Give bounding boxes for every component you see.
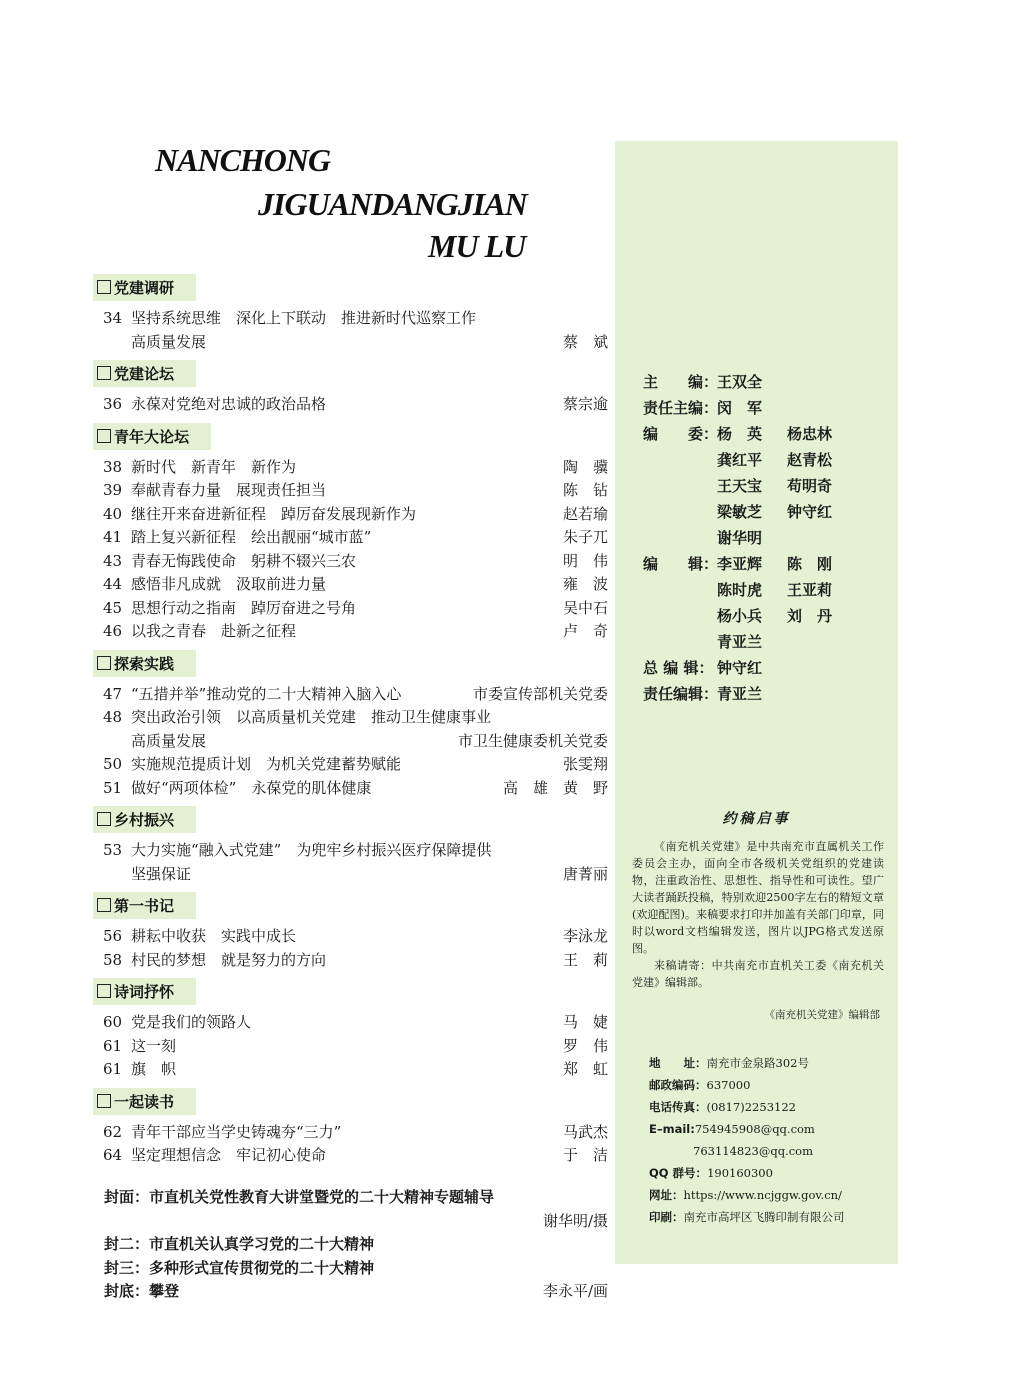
page-number: 53 [103,841,123,859]
toc-entry[interactable] [93,1121,608,1145]
staff-role: 责任编辑： [643,685,719,703]
staff-row [643,655,867,681]
section-heading-label: 青年大论坛 [114,427,190,446]
toc-entry[interactable] [93,479,608,503]
toc-entry[interactable] [93,949,608,973]
toc-entry[interactable] [93,393,608,417]
cover-row [104,1233,608,1257]
contact-zip: 邮政编码：637000 [649,1078,751,1092]
article-title-continued: 高质量发展 [131,731,207,750]
staff-name: 龚红平 [717,451,763,469]
page-number: 61 [103,1036,123,1055]
page-number: 40 [103,504,123,523]
article-title: 坚定理想信念 牢记初心使命 [131,1146,327,1164]
section-heading-label: 第一书记 [114,897,175,915]
article-title: 突出政治引领 以高质量机关党建 推动卫生健康事业 [131,708,492,726]
staff-name: 苟明奇 [787,477,833,495]
page-number: 46 [103,622,123,640]
staff-name: 杨 英 [717,425,763,443]
checkbox-square-icon [97,429,111,443]
section-heading [93,892,196,919]
page-number: 43 [103,551,123,570]
toc-entry[interactable] [93,1035,608,1059]
staff-role: 编 辑： [643,555,719,573]
article-author: 于 洁 [562,1146,608,1164]
staff-name: 闵 军 [717,399,763,417]
contact-email[interactable]: E–mail:754945908@qq.com [649,1122,815,1136]
toc-section [93,1088,608,1168]
article-author: 朱子兀 [562,528,608,546]
staff-name: 杨小兵 [717,607,763,625]
article-title: 新时代 新青年 新作为 [131,457,297,476]
contact-website[interactable]: 网址：https://www.ncjggw.gov.cn/ [649,1188,842,1202]
article-title: 青年干部应当学史铸魂夯“三力” [131,1122,342,1141]
toc-entry[interactable] [93,503,608,527]
cover-credits [104,1186,608,1304]
staff-name: 王天宝 [717,477,763,495]
toc-entry[interactable] [93,307,608,354]
staff-row [643,369,867,395]
staff-name: 钟守红 [717,659,763,677]
staff-name: 青亚兰 [717,633,763,651]
article-author: 陈 钻 [562,481,608,499]
section-heading-label: 探索实践 [114,654,175,673]
notice-paragraph: 《南充机关党建》是中共南充市直属机关工作委员会主办，面向全市各级机关党组织的党建读物，注重政治性、思想性、指导性和可读性。望广大读者踊跃投稿，特别欢迎2500字左右的精短文章(欢迎配图)。来稿要求打印并加盖有关部门印章，同时以word文档编辑发送，图片以JPG格式发送原图。 [632,840,884,955]
contact-qq: QQ 群号：190160300 [649,1166,773,1180]
article-author: 蔡宗逾 [562,395,608,413]
toc-entry[interactable] [93,573,608,597]
article-title: 奉献青春力量 展现责任担当 [131,481,327,499]
page-number: 38 [103,457,123,476]
cover-label: 封面： [104,1188,150,1206]
article-author: 吴中石 [562,598,608,617]
page-number: 61 [103,1060,123,1078]
page-number: 44 [103,575,123,593]
article-title: 感悟非凡成就 汲取前进力量 [131,575,327,593]
article-author: 郑 虹 [562,1060,608,1078]
cover-row [104,1186,608,1210]
staff-role: 责任主编： [643,399,719,417]
article-author: 赵若瑜 [562,504,608,523]
contact-address: 地 址：南充市金泉路302号 [649,1056,809,1070]
toc-entry[interactable] [93,526,608,550]
staff-name: 王双全 [717,373,763,391]
article-author: 王 莉 [562,950,608,969]
cover-text: 市直机关党性教育大讲堂暨党的二十大精神专题辅导 [149,1188,495,1206]
article-author: 罗 伟 [562,1036,608,1055]
page-number: 48 [103,708,123,726]
article-title-continued: 高质量发展 [131,332,207,351]
notice-paragraph: 来稿请寄：中共南充市直机关工委《南充机关党建》编辑部。 [632,959,884,989]
article-author: 市委宣传部机关党委 [472,684,608,703]
section-heading-label: 乡村振兴 [114,811,175,829]
cover-row [104,1257,608,1281]
staff-row [643,681,867,707]
toc-entry[interactable] [93,777,608,801]
article-title: “五措并举”推动党的二十大精神入脑入心 [131,684,402,703]
checkbox-square-icon [97,366,111,380]
toc-section [93,423,608,644]
staff-name: 刘 丹 [787,607,833,625]
staff-role: 编 委： [643,425,719,443]
staff-name: 赵青松 [787,451,833,469]
toc-entry[interactable] [93,620,608,644]
article-title: 这一刻 [131,1036,177,1055]
checkbox-square-icon [97,656,111,670]
article-author: 明 伟 [562,551,608,570]
sidebar-panel [615,141,898,1264]
masthead-line-2: JIGUANDANGJIAN [258,186,527,222]
checkbox-square-icon [97,1094,111,1108]
toc-section [93,274,608,354]
toc-entry[interactable] [93,550,608,574]
section-heading [93,360,196,387]
toc-section [93,892,608,972]
checkbox-square-icon [97,812,111,826]
staff-name: 李亚辉 [717,555,763,573]
staff-name: 钟守红 [787,503,833,521]
staff-role: 主 编： [643,373,719,391]
article-author: 马 婕 [562,1013,608,1031]
cover-author: 李永平/画 [542,1282,608,1300]
cover-label: 封二： [104,1235,150,1253]
contact-info [649,1052,845,1228]
staff-row [643,395,867,421]
section-heading [93,650,196,677]
editorial-staff [643,369,867,707]
article-author: 雍 波 [562,575,608,593]
article-author: 陶 骥 [562,457,608,476]
notice-signature: 《南充机关党建》编辑部 [764,1009,880,1021]
toc-entry[interactable] [93,753,608,777]
page-number: 56 [103,927,123,945]
section-heading-label: 诗词抒怀 [114,983,175,1001]
staff-row [643,551,867,655]
article-author: 张雯翔 [562,755,608,773]
article-title-continued: 坚强保证 [131,864,192,883]
page-number: 36 [103,395,123,413]
page-number: 34 [103,309,123,327]
toc-section [93,806,608,886]
toc-entry[interactable] [93,456,608,480]
staff-name: 王亚莉 [787,581,833,599]
toc-entry[interactable] [93,597,608,621]
article-title: 以我之青春 赴新之征程 [131,622,297,640]
masthead-line-3: MU LU [428,228,526,264]
cover-text: 市直机关认真学习党的二十大精神 [149,1235,375,1253]
section-heading-label: 党建调研 [114,279,175,297]
staff-role: 总 编 辑： [643,659,714,677]
toc-entry[interactable] [93,1011,608,1035]
staff-name: 陈时虎 [717,581,763,599]
cover-row [104,1280,608,1304]
article-title: 村民的梦想 就是努力的方向 [131,950,327,969]
cover-label: 封底： [104,1282,150,1300]
staff-name: 陈 刚 [787,555,833,573]
article-title: 青春无悔践使命 躬耕不辍兴三农 [131,551,357,570]
article-author: 市卫生健康委机关党委 [457,731,608,750]
article-title: 做好“两项体检” 永葆党的肌体健康 [131,778,372,797]
toc-entry[interactable] [93,925,608,949]
section-heading [93,423,211,450]
toc-entry[interactable] [93,839,608,886]
staff-name: 谢华明 [717,529,763,547]
page-number: 50 [103,755,123,773]
toc-entry[interactable] [93,1058,608,1082]
cover-photo-credit: 谢华明/摄 [542,1211,608,1230]
cover-text: 攀登 [149,1282,180,1300]
section-heading [93,274,196,301]
page-number: 45 [103,598,123,617]
masthead-line-1: NANCHONG [155,142,331,178]
article-title: 党是我们的领路人 [131,1013,252,1031]
notice-title: 约稿启事 [722,811,791,827]
checkbox-square-icon [97,898,111,912]
article-title: 旗 帜 [131,1060,177,1078]
section-heading [93,978,196,1005]
staff-row [643,421,867,551]
page-number: 39 [103,481,123,499]
staff-name: 梁敏芝 [717,503,763,521]
checkbox-square-icon [97,984,111,998]
toc-section [93,978,608,1082]
page-number: 64 [103,1146,123,1164]
cover-text: 多种形式宣传贯彻党的二十大精神 [149,1258,375,1277]
page-number: 47 [103,684,123,703]
page-number: 60 [103,1013,123,1031]
toc-entry[interactable] [93,683,608,707]
article-title: 继往开来奋进新征程 踔厉奋发展现新作为 [131,504,417,523]
page-number: 58 [103,950,123,969]
article-author: 马武杰 [562,1122,608,1141]
contact-printer: 印刷：南充市高坪区飞腾印制有限公司 [649,1210,845,1224]
contact-phone: 电话传真：(0817)2253122 [649,1100,796,1114]
staff-name: 青亚兰 [717,685,763,703]
contact-email-2[interactable]: 763114823@qq.com [693,1144,813,1158]
staff-name: 杨忠林 [787,425,833,443]
article-title: 实施规范提质计划 为机关党建蓄势赋能 [131,755,402,773]
article-title: 永葆对党绝对忠诚的政治品格 [131,395,327,413]
article-title: 坚持系统思维 深化上下联动 推进新时代巡察工作 [131,309,477,327]
page-number: 51 [103,778,123,797]
page-number: 62 [103,1122,123,1141]
article-author: 李泳龙 [562,927,608,945]
article-title: 踏上复兴新征程 绘出靓丽“城市蓝” [131,528,372,546]
section-heading [93,1088,196,1115]
article-author: 卢 奇 [562,622,608,640]
toc-entry[interactable] [93,1144,608,1168]
toc-section [93,360,608,417]
article-title: 大力实施“融入式党建” 为兜牢乡村振兴医疗保障提供 [131,841,492,859]
toc-entry[interactable] [93,706,608,753]
article-title: 思想行动之指南 踔厉奋进之号角 [131,598,357,617]
article-author: 高 雄 黄 野 [502,778,608,797]
toc-section [93,650,608,801]
section-heading-label: 党建论坛 [114,365,175,383]
checkbox-square-icon [97,280,111,294]
notice-body [632,838,884,991]
article-title: 耕耘中收获 实践中成长 [131,927,297,945]
table-of-contents [93,274,608,1174]
section-heading-label: 一起读书 [114,1092,175,1111]
section-heading [93,806,196,833]
page-number: 41 [103,528,123,546]
cover-label: 封三： [104,1258,150,1277]
article-author: 蔡 斌 [562,332,608,351]
article-author: 唐菁丽 [562,864,608,883]
